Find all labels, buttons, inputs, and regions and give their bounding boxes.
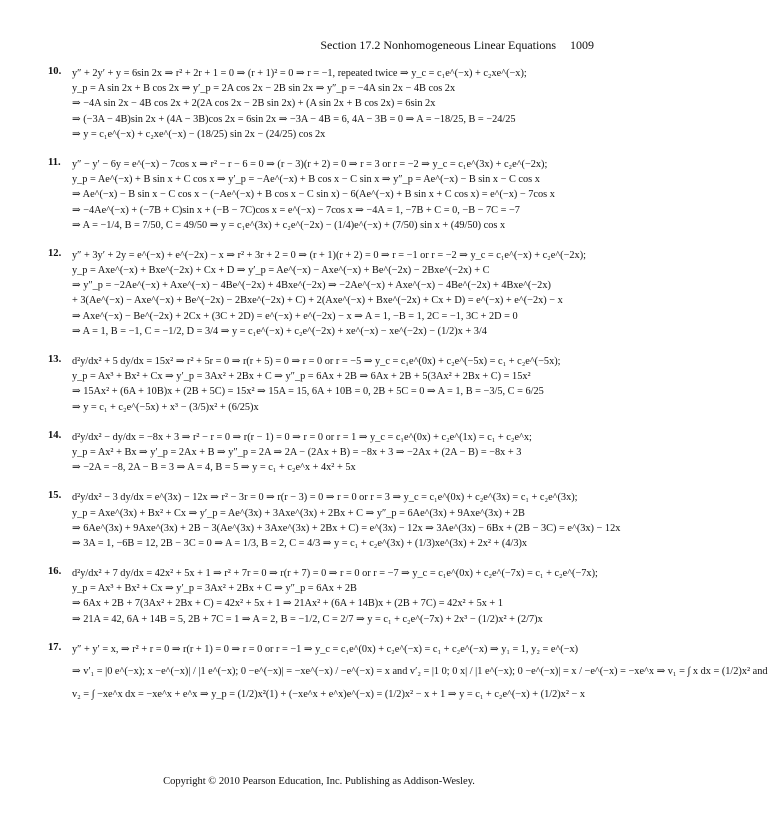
problem-number: 15. <box>48 490 62 502</box>
solution-line: ⇒ v′₁ = |0 e^(−x); x −e^(−x)| / |1 e^(−x); 0 −e^(−x)| = −xe^(−x) / −e^(−x) = x and v′₂ = |1 0; 0 x| / |1 e^(−x); 0 −e^(−x)| = x / −e^(−x) = −xe^x ⇒ v₁ = ∫ x dx = (1/2)x² and <box>72 666 768 677</box>
solution-lines <box>72 354 608 415</box>
solution-line: y″ + 2y′ + y = 6sin 2x ⇒ r² + 2r + 1 = 0 ⇒ (r + 1)² = 0 ⇒ r = −1, repeated twice ⇒ y_c = c₁e^(−x) + c₂xe^(−x); <box>72 68 527 79</box>
page-number: 1009 <box>570 38 594 52</box>
solution-line: y_p = Ae^(−x) + B sin x + C cos x ⇒ y′_p = −Ae^(−x) + B cos x − C sin x ⇒ y″_p = Ae^(−x) − B sin x − C cos x <box>72 174 540 186</box>
problem-13 <box>48 354 608 415</box>
solution-line: ⇒ Axe^(−x) − Be^(−2x) + 2Cx + (3C + 2D) = e^(−x) + e^(−2x) − x ⇒ A = 1, −B = 1, 2C = −1, 3C + 2D = 0 <box>72 310 518 322</box>
solution-line: ⇒ Ae^(−x) − B sin x − C cos x − (−Ae^(−x) + B cos x − C sin x) − 6(Ae^(−x) + B sin x + C cos x) = e^(−x) − 7cos x <box>72 189 555 201</box>
problem-number: 10. <box>48 66 62 77</box>
solution-line: d²y/dx² − 3 dy/dx = e^(3x) − 12x ⇒ r² − 3r = 0 ⇒ r(r − 3) = 0 ⇒ r = 0 or r = 3 ⇒ y_c = c₁e^(0x) + c₂e^(3x) = c₁ + c₂e^(3x); <box>72 492 578 504</box>
problem-number: 17. <box>48 641 62 653</box>
solution-line: y″ + 3y′ + 2y = e^(−x) + e^(−2x) − x ⇒ r² + 3r + 2 = 0 ⇒ (r + 1)(r + 2) = 0 ⇒ r = −1 or r = −2 ⇒ y_c = c₁e^(−x) + c₂e^(−2x); <box>72 249 586 261</box>
problem-14 <box>48 430 608 476</box>
solution-line: ⇒ −4Ae^(−x) + (−7B + C)sin x + (−B − 7C)cos x = e^(−x) − 7cos x ⇒ −4A = 1, −7B + C = 0, −B − 7C = −7 <box>72 204 520 216</box>
solution-line: ⇒ A = −1/4, B = 7/50, C = 49/50 ⇒ y = c₁e^(3x) + c₂e^(−2x) − (1/4)e^(−x) + (7/50) sin x + (49/50) cos x <box>72 219 506 231</box>
solution-lines <box>72 430 608 476</box>
page-header <box>320 38 594 53</box>
solution-line: y_p = Axe^(3x) + Bx² + Cx ⇒ y′_p = Ae^(3x) + 3Axe^(3x) + 2Bx + C ⇒ y″_p = 6Ae^(3x) + 9Axe^(3x) + 2B <box>72 507 525 519</box>
solution-line: d²y/dx² + 5 dy/dx = 15x² ⇒ r² + 5r = 0 ⇒ r(r + 5) = 0 ⇒ r = 0 or r = −5 ⇒ y_c = c₁e^(0x) + c₂e^(−5x) = c₁ + c₂e^(−5x); <box>72 356 561 367</box>
solution-line: y_p = Ax³ + Bx² + Cx ⇒ y′_p = 3Ax² + 2Bx + C ⇒ y″_p = 6Ax + 2B <box>72 583 357 595</box>
problem-11 <box>48 157 608 233</box>
solution-lines <box>72 66 608 142</box>
solution-line: ⇒ A = 1, B = −1, C = −1/2, D = 3/4 ⇒ y = c₁e^(−x) + c₂e^(−2x) + xe^(−x) − xe^(−2x) − (1/2)x + 3/4 <box>72 325 487 337</box>
solution-line: ⇒ (−3A − 4B)sin 2x + (4A − 3B)cos 2x = 6sin 2x ⇒ −3A − 4B = 6, 4A − 3B = 0 ⇒ A = −18/25, B = −24/25 <box>72 113 516 125</box>
solution-line: y_p = Axe^(−x) + Bxe^(−2x) + Cx + D ⇒ y′_p = Ae^(−x) − Axe^(−x) + Be^(−2x) − 2Bxe^(−2x) + C <box>72 265 490 277</box>
solution-line: d²y/dx² + 7 dy/dx = 42x² + 5x + 1 ⇒ r² + 7r = 0 ⇒ r(r + 7) = 0 ⇒ r = 0 or r = −7 ⇒ y_c = c₁e^(0x) + c₂e^(−7x) = c₁ + c₂e^(−7x); <box>72 568 598 580</box>
problem-number: 12. <box>48 247 62 259</box>
section-title: Section 17.2 Nonhomogeneous Linear Equations <box>320 38 556 52</box>
solution-line: ⇒ 6Ae^(3x) + 9Axe^(3x) + 2B − 3(Ae^(3x) + 3Axe^(3x) + 2Bx + C) = e^(3x) − 12x ⇒ 3Ae^(3x) − 6Bx + (2B − 3C) = e^(3x) − 12x <box>72 522 621 534</box>
solution-line: ⇒ 3A = 1, −6B = 12, 2B − 3C = 0 ⇒ A = 1/3, B = 2, C = 4/3 ⇒ y = c₁ + c₂e^(3x) + (1/3)xe^(3x) + 2x² + (4/3)x <box>72 537 528 549</box>
solution-line: ⇒ y″_p = −2Ae^(−x) + Axe^(−x) − 4Be^(−2x) + 4Bxe^(−2x) ⇒ −2Ae^(−x) + Axe^(−x) − 4Be^(−2x) + 4Bxe^(−2x) <box>72 280 551 292</box>
solution-lines <box>72 248 608 339</box>
problem-15 <box>48 490 621 551</box>
solution-line: ⇒ −4A sin 2x − 4B cos 2x + 2(2A cos 2x − 2B sin 2x) + (A sin 2x + B cos 2x) = 6sin 2x <box>72 98 436 110</box>
solution-line: y″ − y′ − 6y = e^(−x) − 7cos x ⇒ r² − r − 6 = 0 ⇒ (r − 3)(r + 2) = 0 ⇒ r = 3 or r = −2 ⇒ y_c = c₁e^(3x) + c₂e^(−2x); <box>72 158 548 170</box>
solution-line: d²y/dx² − dy/dx = −8x + 3 ⇒ r² − r = 0 ⇒ r(r − 1) = 0 ⇒ r = 0 or r = 1 ⇒ y_c = c₁e^(0x) + c₂e^(1x) = c₁ + c₂e^x; <box>72 431 532 443</box>
problem-17 <box>48 641 768 702</box>
problem-number: 13. <box>48 354 62 365</box>
problem-10 <box>48 66 608 142</box>
solution-line: ⇒ y = c₁e^(−x) + c₂xe^(−x) − (18/25) sin 2x − (24/25) cos 2x <box>72 128 326 140</box>
problem-12 <box>48 248 608 339</box>
solution-line: v₂ = ∫ −xe^x dx = −xe^x + e^x ⇒ y_p = (1/2)x²(1) + (−xe^x + e^x)e^(−x) = (1/2)x² − x + 1 ⇒ y = c₁ + c₂e^(−x) + (1/2)x² − x <box>72 689 586 700</box>
solution-lines <box>72 566 608 627</box>
solution-line: ⇒ 15Ax² + (6A + 10B)x + (2B + 5C) = 15x² ⇒ 15A = 15, 6A + 10B = 0, 2B + 5C = 0 ⇒ A = 1, B = −3/5, C = 6/25 <box>72 386 544 398</box>
solution-line: + 3(Ae^(−x) − Axe^(−x) + Be^(−2x) − 2Bxe^(−2x) + C) + 2(Axe^(−x) + Bxe^(−2x) + Cx + D) = e^(−x) + e^(−2x) − x <box>72 295 563 307</box>
solution-line: ⇒ 21A = 42, 6A + 14B = 5, 2B + 7C = 1 ⇒ A = 2, B = −1/2, C = 2/7 ⇒ y = c₁ + c₂e^(−7x) + 2x³ − (1/2)x² + (2/7)x <box>72 613 543 625</box>
solution-line: y_p = Ax² + Bx ⇒ y′_p = 2Ax + B ⇒ y″_p = 2A ⇒ 2A − (2Ax + B) = −8x + 3 ⇒ −2Ax + (2A − B) = −8x + 3 <box>72 446 522 458</box>
solution-line: y″ + y′ = x, ⇒ r² + r = 0 ⇒ r(r + 1) = 0 ⇒ r = 0 or r = −1 ⇒ y_c = c₁e^(0x) + c₂e^(−x) = c₁ + c₂e^(−x) ⇒ y₁ = 1, y₂ = e^(−x) <box>72 643 579 655</box>
problem-number: 16. <box>48 566 62 578</box>
solutions-list <box>48 66 768 717</box>
solution-lines <box>72 490 621 551</box>
copyright-footer: Copyright © 2010 Pearson Education, Inc. Publishing as Addison-Wesley. <box>163 776 475 787</box>
problem-number: 14. <box>48 429 62 441</box>
problem-number: 11. <box>48 156 61 168</box>
solution-line: ⇒ −2A = −8, 2A − B = 3 ⇒ A = 4, B = 5 ⇒ y = c₁ + c₂e^x + 4x² + 5x <box>72 462 356 474</box>
solution-line: ⇒ y = c₁ + c₂e^(−5x) + x³ − (3/5)x² + (6/25)x <box>72 401 259 413</box>
problem-16 <box>48 566 608 627</box>
solution-line: y_p = A sin 2x + B cos 2x ⇒ y′_p = 2A cos 2x − 2B sin 2x ⇒ y″_p = −4A sin 2x − 4B cos 2x <box>72 83 456 95</box>
solution-line: ⇒ 6Ax + 2B + 7(3Ax² + 2Bx + C) = 42x² + 5x + 1 ⇒ 21Ax² + (6A + 14B)x + (2B + 7C) = 42x² + 5x + 1 <box>72 598 503 610</box>
solution-lines <box>72 642 768 702</box>
solution-line: y_p = Ax³ + Bx² + Cx ⇒ y′_p = 3Ax² + 2Bx + C ⇒ y″_p = 6Ax + 2B ⇒ 6Ax + 2B + 5(3Ax² + 2Bx + C) = 15x² <box>72 371 531 383</box>
solution-lines <box>72 157 608 233</box>
